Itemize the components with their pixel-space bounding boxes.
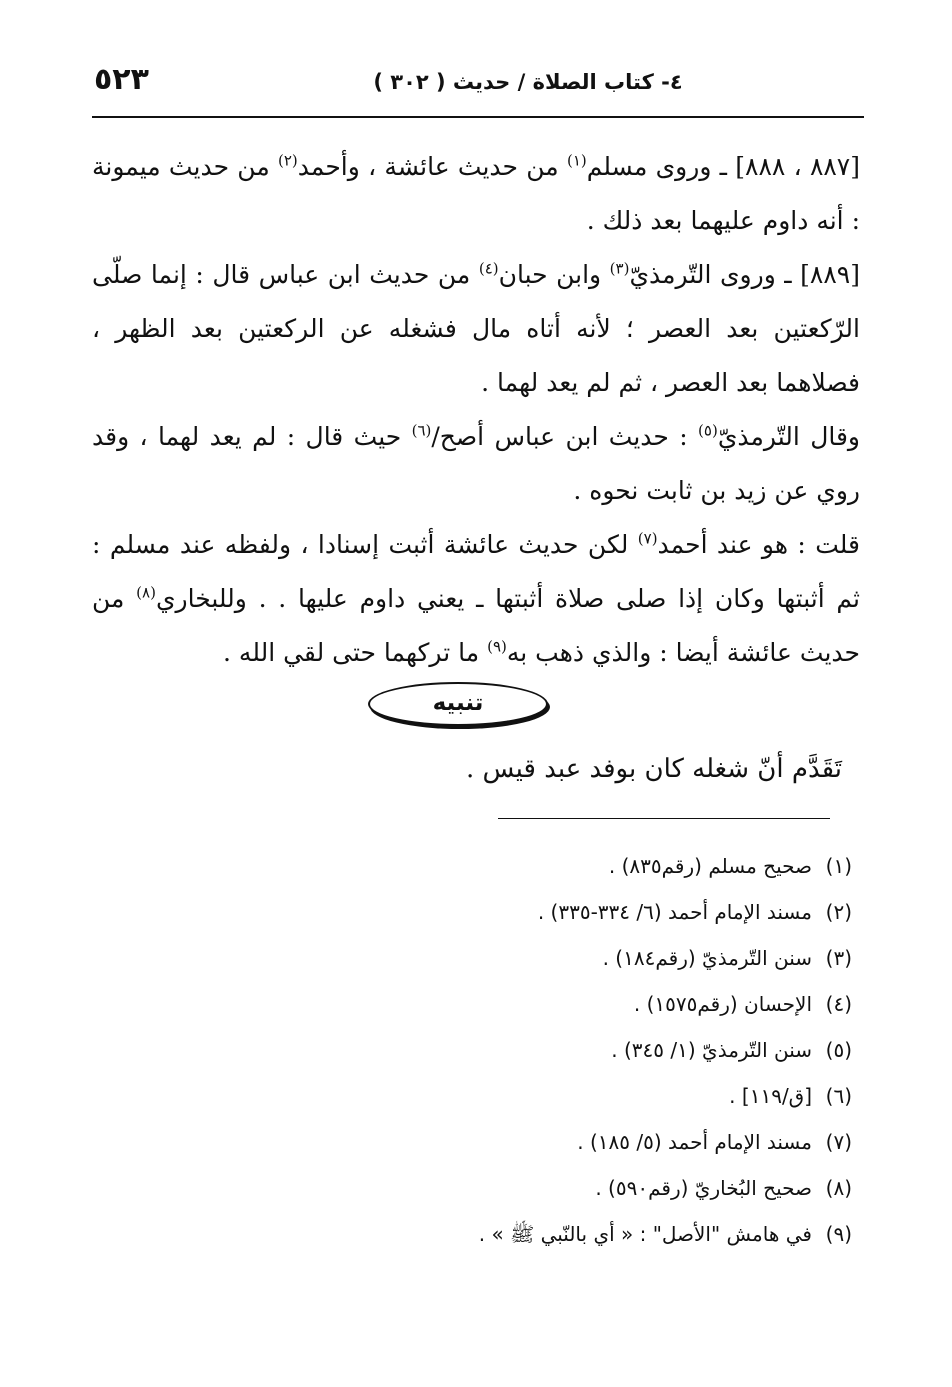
- page-number: ٥٢٣: [94, 62, 149, 97]
- paragraph: [92, 140, 860, 248]
- footnote-text: صحيح مسلم (رقم٨٣٥) .: [608, 854, 812, 878]
- running-title: ٤- كتاب الصلاة / حديث ( ٣٠٢ ): [373, 70, 683, 94]
- footnote-number: (٦): [825, 1084, 852, 1108]
- footnote-marker: (٣): [609, 259, 630, 278]
- footnote-number: (١): [825, 854, 852, 878]
- text-run: [٨٨٧ ، ٨٨٨] ـ وروى مسلم: [586, 152, 861, 181]
- footnote-separator: [498, 818, 830, 819]
- footnote-item: [92, 1166, 852, 1212]
- footnote-number: (٥): [825, 1038, 852, 1062]
- footnote-item: [92, 936, 852, 982]
- footnote-marker: (٥): [698, 421, 718, 440]
- paragraph: [92, 518, 860, 680]
- text-run: من حديث ميمونة : أنه داوم عليهما بعد ذلك .: [92, 152, 860, 235]
- footnote-marker: (٤): [478, 259, 499, 278]
- footnote-marker: (٧): [637, 529, 658, 548]
- footnote-marker: (٦): [411, 421, 432, 440]
- footnote-item: [92, 1074, 852, 1120]
- footnote-number: (٣): [825, 946, 852, 970]
- footnote-number: (٧): [825, 1130, 852, 1154]
- note-text: تَقَدَّم أنّ شغله كان بوفد عبد قيس .: [465, 754, 842, 784]
- footnote-text: سنن التّرمذيّ (١/ ٣٤٥) .: [611, 1038, 812, 1062]
- footnote-text: الإحسان (رقم١٥٧٥) .: [633, 992, 812, 1016]
- footnote-marker: (٨): [136, 583, 156, 602]
- footnote-number: (٨): [825, 1176, 852, 1200]
- text-run: من حديث عائشة ، وأحمد: [297, 152, 567, 181]
- footnote-item: [92, 982, 852, 1028]
- text-run: لكن حديث عائشة أثبت إسنادا ، ولفظه عند مسلم : ثم أثبتها وكان إذا صلى صلاة أثبتها ـ يعني داوم عليها . . وللبخاري: [92, 530, 861, 613]
- text-run: من حديث ابن عباس قال : إنما صلّى الرّكعتين بعد العصر ؛ لأنه أتاه مال فشغله عن الركعتين بعد الظهر ، فصلاهما بعد العصر ، ثم لم يعد لهما .: [92, 260, 860, 397]
- text-run: : حديث ابن عباس أصح/: [431, 422, 699, 451]
- footnote-item: [92, 844, 852, 890]
- footnote-number: (٤): [825, 992, 852, 1016]
- footnote-text: في هامش "الأصل" : « أي بالنّبي ﷺ » .: [478, 1222, 812, 1246]
- footnote-number: (٩): [825, 1222, 852, 1246]
- footnote-item: [92, 890, 852, 936]
- footnote-text: سنن التّرمذيّ (رقم١٨٤) .: [602, 946, 812, 970]
- footnote-text: مسند الإمام أحمد (٥/ ١٨٥) .: [577, 1130, 812, 1154]
- page-header: [92, 60, 864, 118]
- paragraph: [92, 248, 860, 410]
- footnote-item: [92, 1212, 852, 1258]
- text-run: قلت : هو عند أحمد: [657, 530, 860, 559]
- footnote-text: صحيح البُخاريّ (رقم٥٩٠) .: [595, 1176, 812, 1200]
- footnotes-list: [92, 844, 852, 1258]
- text-run: وابن حبان: [498, 260, 610, 289]
- text-run: [٨٨٩] ـ وروى التّرمذيّ: [629, 260, 860, 289]
- text-run: وقال التّرمذيّ: [717, 422, 860, 451]
- footnote-text: [ق/١١٩] .: [729, 1084, 812, 1108]
- text-run: حيث قال : لم يعد لهما ، وقد روي عن زيد بن ثابت نحوه .: [92, 422, 860, 505]
- main-text: [92, 140, 860, 680]
- footnote-item: [92, 1028, 852, 1074]
- footnote-number: (٢): [825, 900, 852, 924]
- note-badge: تنبيه: [368, 682, 548, 726]
- text-run: ما تركهما حتى لقي الله .: [223, 638, 488, 667]
- footnote-marker: (٩): [487, 637, 507, 656]
- footnote-marker: (٢): [277, 151, 298, 170]
- text-run: من حديث عائشة أيضا : والذي ذهب به: [92, 584, 860, 667]
- footnote-item: [92, 1120, 852, 1166]
- footnote-marker: (١): [566, 151, 587, 170]
- footnote-text: مسند الإمام أحمد (٦/ ٣٣٤-٣٣٥) .: [537, 900, 812, 924]
- paragraph: [92, 410, 860, 518]
